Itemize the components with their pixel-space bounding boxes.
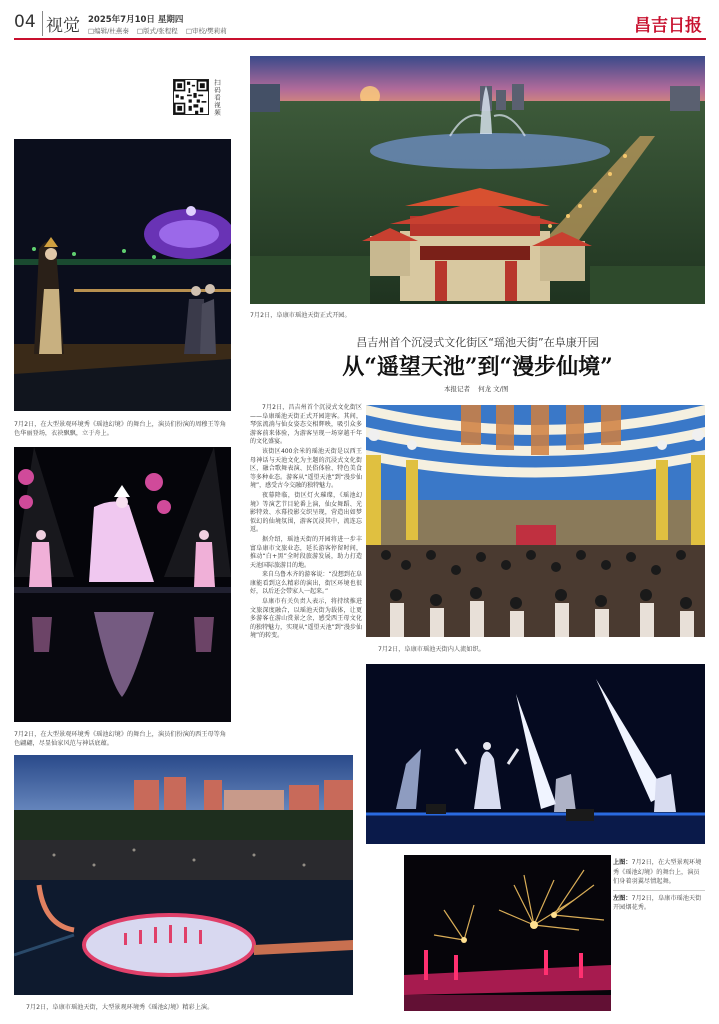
side-caption-up-label: 上图：	[613, 859, 632, 866]
body-paragraph: 夜幕降临，街区灯火璀璨，《瑶池幻境》等演艺节目轮番上演，仙女舞蹈、光影特效、水幕投影交织呈现，营造出如梦似幻的仙境氛围，游客沉浸其中，流连忘返。	[250, 491, 362, 534]
photo-fireworks	[404, 855, 611, 1011]
staff-proof: □审校/樊莉莉	[185, 27, 227, 35]
body-paragraph: 阜康市有关负责人表示，将持续推进文旅深度融合，以瑶池天街为载体，让更多游客在游山赏景之余，感受西王母文化的独特魅力，实现从“遥望天池”到“漫步仙境”的转变。	[250, 598, 362, 640]
side-caption-up-text: 7月2日，在大型景观环境秀《瑶池幻境》的舞台上，演员们身着羽翼尽情起舞。	[613, 859, 702, 885]
article-byline	[444, 384, 508, 393]
article-body	[250, 404, 362, 642]
side-caption-divider	[613, 890, 705, 891]
body-paragraph: 7月2日，昌吉州首个沉浸式文化街区——阜康瑶池天街正式开园迎客。其间，琴弦流淌与仙女姿态交相辉映，吸引众多游客前来体验，为游客呈现一场穿越千年的文化盛宴。	[250, 404, 362, 446]
caption-left-1: 7月2日，在大型景观环境秀《瑶池幻境》的舞台上，演员们扮演的周穆王等角色华丽登场，衣袂飘飘，立于舟上。	[14, 421, 227, 437]
body-paragraph: 据介绍，瑶池天街的开园将进一步丰富阜康市文旅业态，延长游客停留时间，推动“白+黑”全时段旅游发展，助力打造天池国际旅游目的地。	[250, 535, 362, 569]
staff-layout: □版式/张程程	[136, 27, 178, 35]
byline-reporter: 本报记者	[444, 385, 470, 393]
staff-credits	[88, 26, 233, 35]
side-caption-left-label: 左图：	[613, 894, 632, 902]
photo-night-lake-stage	[14, 755, 353, 995]
staff-editor: □编辑/杜燕秦	[88, 27, 129, 35]
caption-top-photo: 7月2日，阜康市瑶池天街正式开园。	[250, 312, 351, 319]
byline-author: 何龙 文/图	[478, 385, 509, 393]
body-paragraph: 该街区400余米的瑶池天街是以西王母神话与天池文化为主题的沉浸式文化街区，融合歌舞表演、民俗体验、特色美食等多种业态。游客从“遥望天池”到“漫步仙境”，感受古今交融的独特魅力。	[250, 447, 362, 490]
caption-left-2: 7月2日，在大型景观环境秀《瑶池幻境》的舞台上，演员们扮演的西王母等角色翩翩，尽显仙家风范与神话底蕴。	[14, 731, 227, 747]
side-caption-up	[613, 858, 705, 887]
header-rule	[14, 38, 706, 40]
qr-label: 扫码看视频	[213, 79, 221, 117]
article-subtitle: 昌吉州首个沉浸式文化街区“瑶池天街”在阜康开园	[356, 336, 599, 349]
body-paragraph: 来自乌鲁木齐的游客说：“没想到在阜康能看到这么精彩的演出，街区环境也很好，以后还会带家人一起来。”	[250, 571, 362, 596]
newspaper-logo: 昌吉日报	[634, 16, 702, 36]
section-name: 视觉	[42, 11, 80, 36]
side-captions	[613, 858, 705, 913]
article-title: 从“遥望天池”到“漫步仙境”	[342, 354, 613, 380]
photo-feather-dancers	[366, 664, 705, 844]
page-number: 04	[14, 12, 36, 32]
caption-crowd: 7月2日，阜康市瑶池天街内人流如织。	[378, 646, 485, 653]
side-caption-left-text: 7月2日，阜康市瑶池天街开园烟花秀。	[613, 894, 702, 911]
caption-bottom-left: 7月2日，阜康市瑶池天街，大型景观环境秀《瑶池幻境》精彩上演。	[26, 1004, 214, 1011]
photo-performers-boat	[14, 139, 231, 411]
photo-fairies-stage	[14, 447, 231, 722]
side-caption-left	[613, 894, 705, 913]
issue-date: 2025年7月10日 星期四	[88, 15, 184, 25]
qr-code[interactable]	[173, 79, 209, 115]
photo-aerial-gate	[250, 56, 705, 304]
page-header	[14, 8, 706, 38]
photo-crowded-street	[366, 405, 705, 637]
